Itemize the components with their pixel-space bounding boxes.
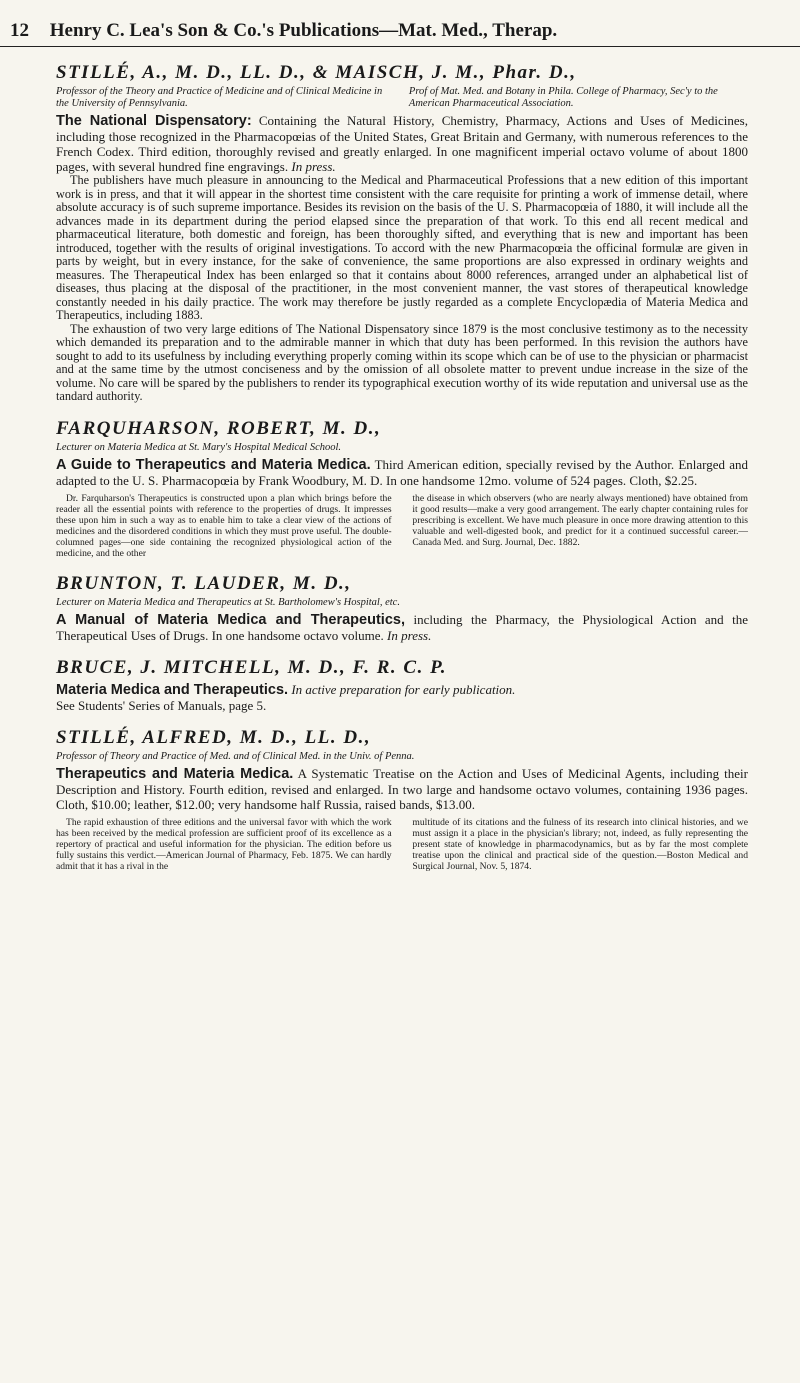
book-title: Therapeutics and Materia Medica. [56,765,294,782]
catalog-content [56,62,748,872]
book-entry [56,612,748,643]
author-heading: STILLÉ, A., M. D., LL. D., & MAISCH, J. M., Phar. D., [56,62,577,83]
affiliation: Lecturer on Materia Medica at St. Mary's Hospital Medical School. [56,441,342,453]
author-heading: FARQUHARSON, ROBERT, M. D., [56,417,382,439]
review-left: The rapid exhaustion of three editions and the universal favor with which the work has been received by the medical profession are sufficient proof of its excellence as a repertory of practical and useful information for the physician. The edition before us fully sustains this verdict.—American Journal of Pharmacy, Feb. 1875. We can hardly admit that it has a rival in the [56,816,392,872]
book-description: A Systematic Treatise on the Action and Uses of Medicinal Agents, including their Description and History. Fourth edition, revised and enlarged. In two large and handsome octavo volumes, containing 1936 pages. Cloth, $10.00; leather, $12.00; very handsome half Russia, raised bands, $13.00. [56,765,748,812]
cross-reference: See Students' Series of Manuals, page 5. [56,697,267,713]
author-heading: STILLÉ, ALFRED, M. D., LL. D., [56,726,372,748]
book-title: Materia Medica and Therapeutics. [56,681,289,698]
review-right: multitude of its citations and the fulness of its research into clinical histories, and we must assign it a place in the physician's library; not, indeed, as fully representing the present state of knowledge in pharmacodynamics, but as by far the most complete treatise upon the clinical and practical side of the question.—Boston Medical and Surgical Journal, Nov. 5, 1874. [412,816,748,872]
book-entry [56,766,748,812]
status-note: In press. [387,627,432,643]
affiliations [56,86,748,110]
body-paragraph: The exhaustion of two very large editions of The National Dispensatory since 1879 is the most conclusive testimony as to the necessity which demanded its preparation and to the admirable manner in which that duty has been performed. In this revision the authors have sought to add to its usefulness by including everything properly coming within its scope which can be of use to the physician or pharmacist and at the same time by the utmost conciseness and by the omission of all obsolete matter to prevent undue increase in the size of the volume. No care will be spared by the publishers to render its typographical execution worthy of its wide reputation and universal use as the tandard authority. [56,321,748,403]
book-description: Third American edition, specially revised by the Author. Enlarged and adapted to the U. S. Pharmacopœia by Frank Woodbury, M. D. In one handsome 12mo. volume of 524 pages. Cloth, $2.25. [56,456,748,488]
status-note: In press. [291,159,336,174]
running-header [10,20,788,42]
book-description: Containing the Natural History, Chemistry, Pharmacy, Actions and Uses of Medicines, including those recognized in the Pharmacopœias of the United States, Great Britain and Germany, with numerous references to the French Codex. Third edition, thoroughly revised and greatly enlarged. In one magnificent imperial octavo volume of about 1800 pages, with several hundred fine engravings. [56,113,748,174]
affiliation: Lecturer on Materia Medica and Therapeutics at St. Bartholomew's Hospital, etc. [56,596,400,608]
body-paragraph: The publishers have much pleasure in announcing to the Medical and Pharmaceutical Professions that a new edition of this important work is in press, and that it will appear in the shortest time consistent with the care requisite for printing a work of immense detail, where absolute accuracy is of such supreme importance. Besides its revision on the basis of the U. S. Pharmacopœia of 1880, it will include all the advances made in its department during the period elapsed since the preparation of that work. To this end all recent medical and pharmaceutical literature, both domestic and foreign, has been thoroughly sifted, and everything that is new and important has been introduced, together with the results of original investigations. To accord with the new Pharmacopœia the officinal formulæ are given in parts by weight, but in every instance, for the sake of convenience, the same proportions are also expressed in ordinary weights and measures. The Therapeutical Index has been enlarged so that it contains about 8000 references, arranged under an alphabetical list of diseases, thus placing at the disposal of the practitioner, in the most convenient manner, the vast stores of therapeutical knowledge constantly needed in his daily practice. The work may therefore be justly regarded as a complete Encyclopædia of Materia Medica and Therapeutics, including 1883. [56,173,748,322]
book-title: A Manual of Materia Medica and Therapeutics, [56,611,405,628]
review-columns [56,817,748,872]
review-right: the disease in which observers (who are nearly always mentioned) have obtained from it good results—make a very good arrangement. The early chapter containing rules for prescribing is excellent. We have much pleasure in once more drawing attention to this valuable and well-digested book, and predict for it a continued successful career.—Canada Med. and Surg. Journal, Dec. 1882. [412,492,748,548]
book-entry [56,682,748,698]
header-rule [0,46,800,47]
publisher-line: Henry C. Lea's Son & Co.'s Publications—Mat. Med., Therap. [49,20,558,41]
affiliation-left: Professor of the Theory and Practice of Medicine and of Clinical Medicine in the University of Pennsylvania. [56,86,383,109]
review-columns [56,493,748,559]
book-entry [56,113,748,174]
book-title: The National Dispensatory: [56,113,252,129]
affiliation-right: Prof of Mat. Med. and Botany in Phila. College of Pharmacy, Sec'y to the American Pharmaceutical Association. [408,86,718,109]
author-heading: BRUCE, J. MITCHELL, M. D., F. R. C. P. [56,656,447,678]
review-left: Dr. Farquharson's Therapeutics is constructed upon a plan which brings before the reader all the essential points with reference to the properties of drugs. It impresses these upon him in such a way as to enable him to take a clear view of the actions of medicines and the disordered conditions in which they must prove useful. The double-columned pages—one side containing the recognized physiological action of the medicine, and the other [56,492,392,559]
status-note: In active preparation for early publication. [291,681,516,697]
author-heading: BRUNTON, T. LAUDER, M. D., [56,572,352,594]
page-number: 12 [10,20,29,41]
book-title: A Guide to Therapeutics and Materia Medica. [56,456,371,473]
book-entry [56,457,748,488]
book-description: including the Pharmacy, the Physiological Action and the Therapeutical Uses of Drugs. In one handsome octavo volume. [56,611,749,643]
affiliation: Professor of Theory and Practice of Med. and of Clinical Med. in the Univ. of Penna. [56,750,415,762]
